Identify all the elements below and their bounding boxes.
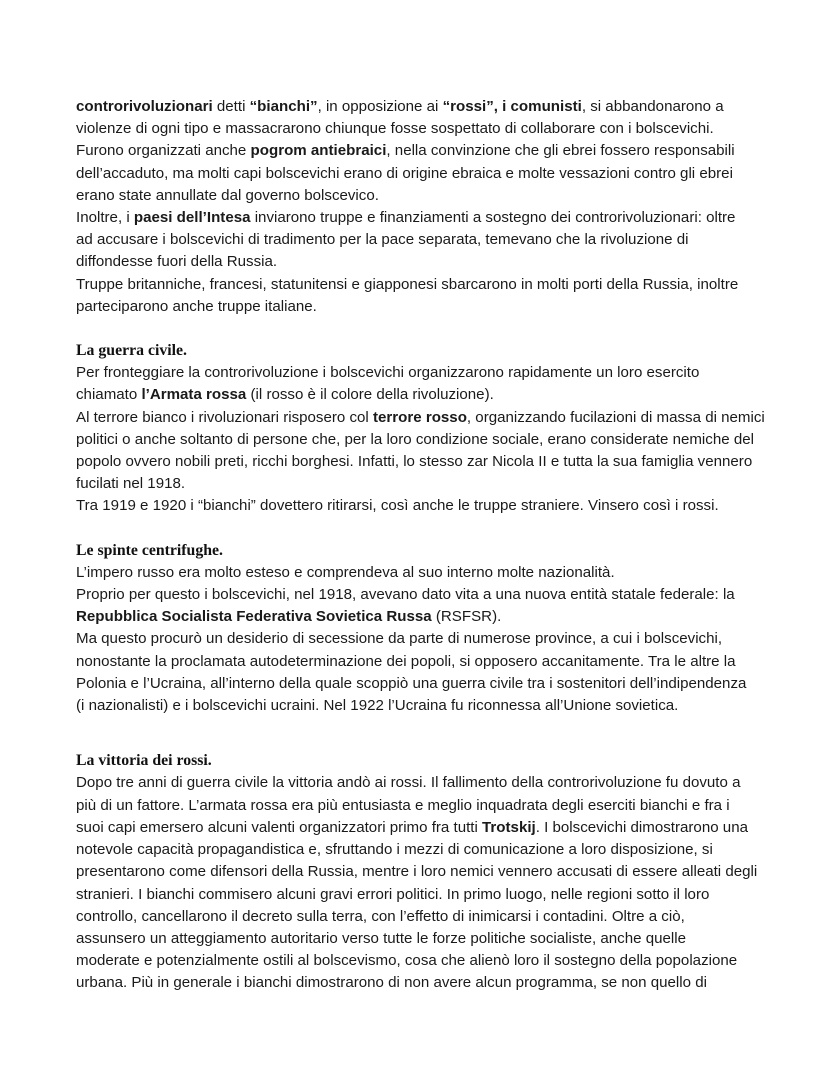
section-heading: La vittoria dei rossi. — [76, 752, 212, 770]
text-line: erano state annullate dal governo bolscevico. — [76, 186, 379, 204]
section-heading: Le spinte centrifughe. — [76, 541, 223, 559]
section-heading: La guerra civile. — [76, 342, 187, 360]
text-line: nonostante la proclamata autodeterminazione dei popoli, si opposero accanitamente. Tra le altre la — [76, 652, 736, 670]
text-span: detti — [212, 98, 250, 115]
text-span: Inoltre, i — [76, 209, 134, 227]
bold-term: “bianchi” — [249, 98, 318, 115]
paragraph-spacer — [76, 318, 756, 340]
text-span: chiamato — [76, 386, 142, 404]
text-span: Furono organizzati anche — [76, 142, 251, 160]
text-line: L’impero russo era molto esteso e comprendeva al suo interno molte nazionalità. — [76, 563, 615, 581]
bold-term: paesi dell’Intesa — [133, 209, 251, 227]
text-span: , organizzando fucilazioni di massa di nemici — [466, 408, 765, 426]
text-span: (RSFSR). — [431, 608, 502, 626]
text-span: inviarono truppe e finanziamenti a sostegno dei controrivoluzionari: oltre — [250, 209, 736, 227]
text-span: , in opposizione ai — [317, 98, 443, 115]
text-line: popolo ovvero nobili preti, ricchi borghesi. Infatti, lo stesso zar Nicola II e tutta la sua famiglia vennero — [76, 453, 753, 471]
bold-term: “rossi”, i comunisti — [442, 98, 582, 115]
paragraph-controrivoluzione — [76, 96, 756, 318]
bold-term: terrore rosso — [372, 408, 467, 426]
section-guerra-civile — [76, 340, 765, 518]
text-line: Ma questo procurò un desiderio di secessione da parte di numerose province, a cui i bolscevichi, — [76, 630, 723, 648]
section-spinte-centrifughe — [76, 540, 756, 718]
text-line: controllo, cancellarono il decreto sulla terra, con l’effetto di inimicarsi i contadini. Oltre a ciò, — [76, 907, 685, 925]
document-page — [76, 96, 765, 995]
text-line: diffondesse fuori della Russia. — [76, 253, 278, 271]
text-line — [76, 606, 756, 628]
text-span: , si abbandonarono a — [581, 98, 724, 115]
text-line: presentarono come difensori della Russia, mentre i loro nemici vennero accusati di essere alleati degli — [76, 863, 758, 881]
bold-term: pogrom antiebraici — [250, 142, 387, 160]
text-span: (il rosso è il colore della rivoluzione). — [246, 386, 494, 404]
text-span: , nella convinzione che gli ebrei fossero responsabili — [386, 142, 735, 160]
text-line — [76, 817, 756, 839]
text-line: parteciparono anche truppe italiane. — [76, 297, 317, 315]
text-span: Al terrore bianco i rivoluzionari risposero col — [76, 408, 373, 426]
text-line — [76, 140, 756, 162]
bold-term: controrivoluzionari — [76, 98, 213, 115]
text-line: Polonia e l’Ucraina, all’interno della quale scoppiò una guerra civile tra i sostenitori dell’indipendenza — [76, 674, 747, 692]
bold-term: l’Armata rossa — [141, 386, 247, 404]
text-line: Dopo tre anni di guerra civile la vittoria andò ai rossi. Il fallimento della controrivoluzione fu dovuto a — [76, 774, 741, 792]
text-line: Tra 1919 e 1920 i “bianchi” dovettero ritirarsi, così anche le truppe straniere. Vinsero così i rossi. — [76, 497, 719, 515]
text-span: suoi capi emersero alcuni valenti organizzatori primo fra tutti — [76, 818, 483, 836]
text-line: Truppe britanniche, francesi, statunitensi e giapponesi sbarcarono in molti porti della Russia, inoltre — [76, 275, 739, 293]
text-line: politici o anche soltanto di persone che, per la loro condizione sociale, erano considerate nemiche del — [76, 430, 754, 448]
bold-term: Trotskij — [482, 818, 536, 836]
text-line: stranieri. I bianchi commisero alcuni gravi errori politici. In primo luogo, nelle regioni sotto il loro — [76, 885, 710, 903]
text-span: . I bolscevichi dimostrarono una — [535, 818, 748, 836]
text-line: più di un fattore. L’armata rossa era più entusiasta e meglio inquadrata degli eserciti bianchi e fra i — [76, 796, 730, 814]
text-line — [76, 384, 756, 406]
text-line — [76, 207, 756, 229]
text-line: (i nazionalisti) e i bolscevichi ucraini. Nel 1922 l’Ucraina fu riconnessa all’Unione sovietica. — [76, 697, 679, 715]
text-line: Proprio per questo i bolscevichi, nel 1918, avevano dato vita a una nuova entità statale federale: la — [76, 586, 735, 604]
text-line: urbana. Più in generale i bianchi dimostrarono di non avere alcun programma, se non quello di — [76, 974, 707, 992]
section-vittoria-rossi — [76, 750, 756, 994]
text-line: ad accusare i bolscevichi di tradimento per la pace separata, temevano che la rivoluzione di — [76, 231, 689, 249]
text-line: notevole capacità propagandistica e, sfruttando i mezzi di comunicazione a loro disposizione, si — [76, 841, 713, 859]
text-line: assunsero un atteggiamento autoritario verso tutte le forze politiche socialiste, anche quelle — [76, 929, 686, 947]
paragraph-spacer — [76, 717, 756, 750]
text-line: Per fronteggiare la controrivoluzione i bolscevichi organizzarono rapidamente un loro esercito — [76, 364, 700, 382]
text-line — [76, 407, 765, 429]
text-line: dell’accaduto, ma molti capi bolscevichi erano di origine ebraica e molte vessazioni contro gli ebrei — [76, 164, 733, 182]
text-line — [76, 96, 756, 118]
text-line: violenze di ogni tipo e massacrarono chiunque fosse sospettato di collaborare con i bolscevichi. — [76, 120, 714, 138]
paragraph-spacer — [76, 518, 756, 540]
text-line: moderate e potenzialmente ostili al bolscevismo, cosa che alienò loro il sostegno della popolazione — [76, 952, 738, 970]
text-line: fucilati nel 1918. — [76, 475, 186, 493]
bold-term: Repubblica Socialista Federativa Sovietica Russa — [76, 608, 432, 626]
